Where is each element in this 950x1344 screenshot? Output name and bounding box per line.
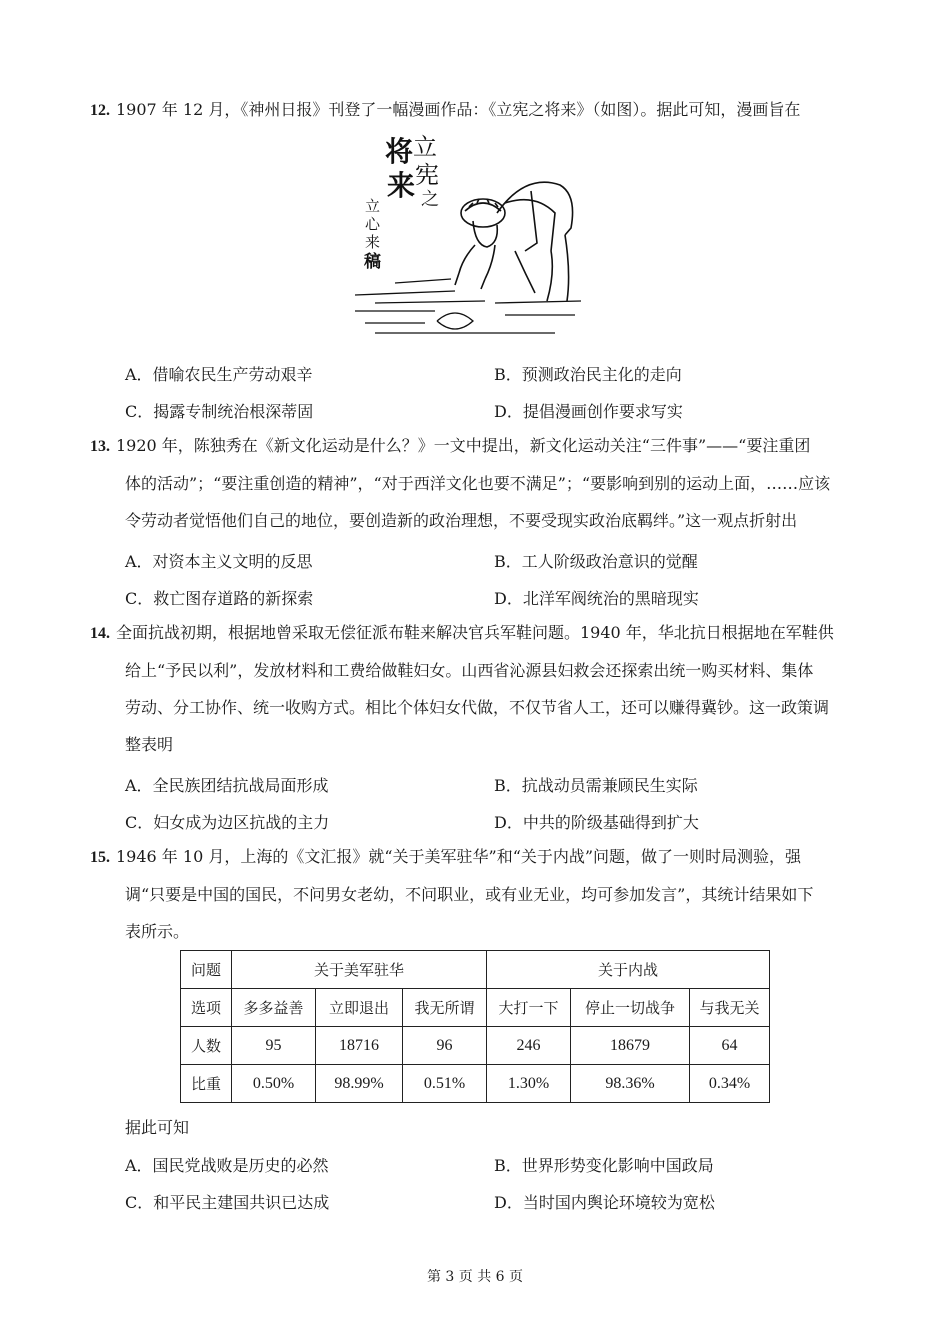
option-14-c[interactable]: C．妇女成为边区抗战的主力 (125, 813, 330, 832)
option-15-c[interactable]: C．和平民主建国共识已达成 (125, 1193, 330, 1212)
cartoon-author-char: 心 (365, 215, 381, 233)
table-cell: 我无所谓 (403, 989, 487, 1027)
table-cell: 95 (232, 1027, 316, 1065)
cartoon-author-char: 立 (365, 197, 381, 215)
cartoon-title-char: 之 (421, 189, 439, 210)
question-14-line: 整表明 (125, 735, 174, 754)
table-cell: 1.30% (487, 1065, 571, 1103)
question-12 (90, 91, 860, 129)
option-12-b[interactable]: B．预测政治民主化的走向 (494, 365, 682, 384)
option-12-a[interactable]: A．借喻农民生产劳动艰辛 (125, 365, 313, 384)
option-15-d[interactable]: D．当时国内舆论环境较为宽松 (494, 1193, 715, 1212)
question-number: 15. (90, 849, 110, 866)
table-cell: 0.34% (690, 1065, 770, 1103)
question-14-text: 全面抗战初期，根据地曾采取无偿征派布鞋来解决官兵军鞋问题。1940 年，华北抗日根据地在军鞋供 (116, 623, 834, 642)
table-cell: 18716 (316, 1027, 403, 1065)
table-row (181, 1065, 770, 1103)
question-14 (90, 614, 860, 763)
question-15-after-table: 据此可知 (125, 1118, 190, 1137)
table-cell: 246 (487, 1027, 571, 1065)
option-15-a[interactable]: A．国民党战败是历史的必然 (125, 1156, 329, 1175)
option-12-c[interactable]: C．揭露专制统治根深蒂固 (125, 402, 314, 421)
question-12-stem (90, 91, 860, 129)
question-number: 13. (90, 438, 110, 455)
question-13-text: 1920 年，陈独秀在《新文化运动是什么？》一文中提出，新文化运动关注“三件事”——“要注重团 (116, 436, 811, 455)
table-cell: 与我无关 (690, 989, 770, 1027)
farmer-drawing (455, 182, 573, 301)
option-13-c[interactable]: C．救亡图存道路的新探索 (125, 589, 314, 608)
table-row (181, 1027, 770, 1065)
table-cell: 0.50% (232, 1065, 316, 1103)
question-15-text: 1946 年 10 月，上海的《文汇报》就“关于美军驻华”和“关于内战”问题，做了一则时局测验，强 (116, 847, 802, 866)
table-cell: 比重 (181, 1065, 232, 1103)
question-number: 12. (90, 102, 110, 119)
option-13-b[interactable]: B．工人阶级政治意识的觉醒 (494, 552, 698, 571)
cartoon-title-char: 立 (413, 133, 437, 161)
table-cell: 人数 (181, 1027, 232, 1065)
page-footer: 第 3 页 共 6 页 (426, 1269, 524, 1285)
table-group-header: 关于内战 (487, 951, 770, 989)
question-number: 14. (90, 625, 110, 642)
question-14-line: 劳动、分工协作、统一收购方式。相比个体妇女代做，不仅节省人工，还可以赚得冀钞。这一政策调 (125, 698, 830, 717)
question-15-line (90, 838, 860, 876)
table-cell: 18679 (571, 1027, 690, 1065)
option-13-a[interactable]: A．对资本主义文明的反思 (125, 552, 313, 571)
table-cell: 0.51% (403, 1065, 487, 1103)
table-cell: 98.36% (571, 1065, 690, 1103)
table-cell: 大打一下 (487, 989, 571, 1027)
option-12-d[interactable]: D．提倡漫画创作要求写实 (494, 402, 683, 421)
table-row (181, 989, 770, 1027)
question-13-line (90, 427, 860, 465)
table-cell: 问题 (181, 951, 232, 989)
table-group-header: 关于美军驻华 (232, 951, 487, 989)
cartoon-author-char: 稿 (364, 252, 381, 272)
option-14-d[interactable]: D．中共的阶级基础得到扩大 (494, 813, 699, 832)
table-cell: 立即退出 (316, 989, 403, 1027)
table-cell: 选项 (181, 989, 232, 1027)
table-row (181, 951, 770, 989)
question-14-line: 给上“予民以利”，发放材料和工费给做鞋妇女。山西省沁源县妇救会还探索出统一购买材料、集体 (125, 661, 814, 680)
question-14-line (90, 614, 860, 652)
table-cell: 96 (403, 1027, 487, 1065)
question-15-line: 表所示。 (125, 922, 190, 941)
cartoon-author-char: 来 (365, 233, 381, 251)
cartoon-illustration (355, 133, 585, 341)
cartoon-title-char: 宪 (415, 161, 439, 189)
cartoon-title-char: 将 (385, 135, 414, 168)
table-cell: 停止一切战争 (571, 989, 690, 1027)
option-15-b[interactable]: B．世界形势变化影响中国政局 (494, 1156, 714, 1175)
poll-results-table (180, 950, 770, 1103)
table-cell: 98.99% (316, 1065, 403, 1103)
option-14-a[interactable]: A．全民族团结抗战局面形成 (125, 776, 329, 795)
option-13-d[interactable]: D．北洋军阀统治的黑暗现实 (494, 589, 699, 608)
question-15 (90, 838, 860, 950)
table-cell: 64 (690, 1027, 770, 1065)
question-13-line: 体的活动”；“要注重创造的精神”，“对于西洋文化也要不满足”；“要影响到别的运动上面，……应该 (125, 474, 831, 493)
water-lines (355, 279, 581, 333)
table-cell: 多多益善 (232, 989, 316, 1027)
option-14-b[interactable]: B．抗战动员需兼顾民生实际 (494, 776, 698, 795)
question-13 (90, 427, 860, 539)
question-13-line: 令劳动者觉悟他们自己的地位，要创造新的政治理想，不要受现实政治底羁绊。”这一观点折射出 (125, 511, 798, 530)
question-15-line: 调“只要是中国的国民，不问男女老幼，不问职业，或有业无业，均可参加发言”，其统计结果如下 (125, 885, 814, 904)
question-12-text: 1907 年 12 月，《神州日报》刊登了一幅漫画作品：《立宪之将来》（如图）。据此可知，漫画旨在 (116, 100, 801, 119)
cartoon-title-char: 来 (387, 169, 416, 202)
